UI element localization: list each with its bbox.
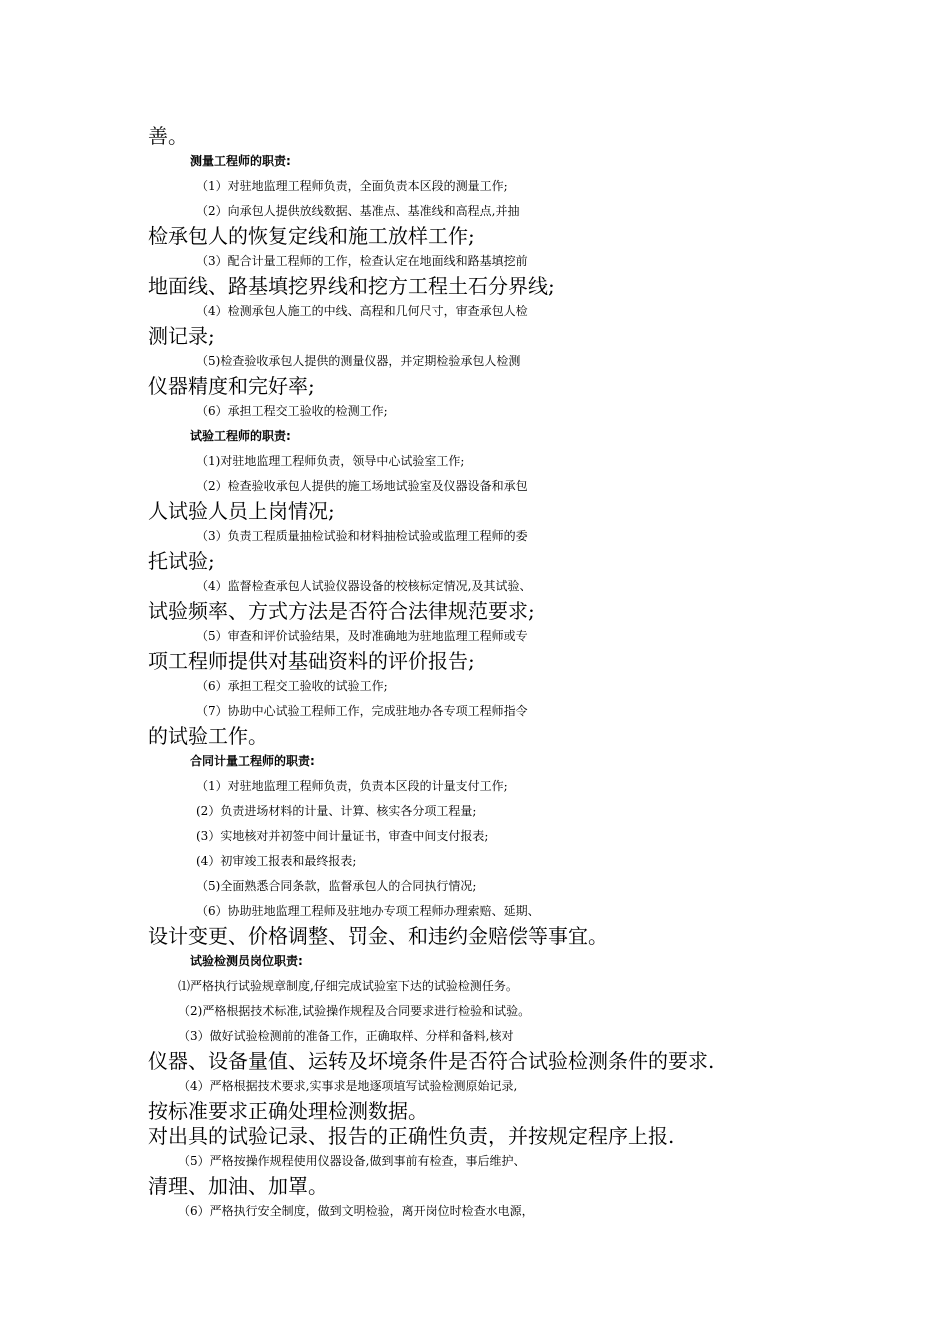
text-line: 按标准要求正确处理检测数据。: [148, 1099, 428, 1123]
text-line: （4）监督检查承包人试验仪器设备的校核标定情况,及其试验、: [196, 579, 532, 593]
section-heading-testing: 试验工程师的职责:: [190, 429, 291, 443]
text-line: （4）检测承包人施工的中线、高程和几何尺寸，审查承包人检: [196, 304, 528, 318]
text-line: （3）负责工程质量抽检试验和材料抽检试验或监理工程师的委: [196, 529, 528, 543]
text-line: 托试验;: [148, 549, 215, 573]
text-line: （1)对驻地监理工程师负责，领导中心试验室工作;: [196, 454, 465, 468]
text-line: （2）向承包人提供放线数据、基准点、基准线和高程点,并抽: [196, 204, 520, 218]
text-line: （6）协助驻地监理工程师及驻地办专项工程师办理索赔、延期、: [196, 904, 540, 918]
text-line: （3）配合计量工程师的工作，检查认定在地面线和路基填挖前: [196, 254, 528, 268]
text-line: 对出具的试验记录、报告的正确性负责，并按规定程序上报.: [148, 1124, 675, 1148]
text-line: （1）对驻地监理工程师负责，负责本区段的计量支付工作;: [196, 779, 508, 793]
text-line: （7）协助中心试验工程师工作，完成驻地办各专项工程师指令: [196, 704, 528, 718]
text-line: （2）检查验收承包人提供的施工场地试验室及仪器设备和承包: [196, 479, 528, 493]
text-line: （2)严格根据技术标准,试验操作规程及合同要求进行检验和试验。: [178, 1004, 531, 1018]
text-line: （6）承担工程交工验收的试验工作;: [196, 679, 388, 693]
text-line: 试验频率、方式方法是否符合法律规范要求;: [148, 599, 535, 623]
text-line: 测记录;: [148, 324, 215, 348]
text-line: 检承包人的恢复定线和施工放样工作;: [148, 224, 475, 248]
text-line: 地面线、路基填挖界线和挖方工程土石分界线;: [148, 274, 555, 298]
text-line: (3）实地核对并初签中间计量证书，审查中间支付报表;: [196, 829, 489, 843]
text-line: ⑴严格执行试验规章制度,仔细完成试验室下达的试验检测任务。: [178, 979, 518, 993]
text-line: （5）严格按操作规程使用仪器设备,做到事前有检查，事后维护、: [178, 1154, 526, 1168]
text-line: 善。: [148, 124, 188, 148]
text-line: （6）承担工程交工验收的检测工作;: [196, 404, 388, 418]
text-line: （5)全面熟悉合同条款，监督承包人的合同执行情况;: [196, 879, 477, 893]
text-line: (2）负责进场材料的计量、计算、核实各分项工程量;: [196, 804, 477, 818]
text-line: 项工程师提供对基础资料的评价报告;: [148, 649, 475, 673]
text-line: （5)检查验收承包人提供的测量仪器，并定期检验承包人检测: [196, 354, 521, 368]
text-line: 人试验人员上岗情况;: [148, 499, 335, 523]
text-line: （4）严格根据技术要求,实事求是地逐项埴写试验检测原始记录,: [178, 1079, 518, 1093]
text-line: 清理、加油、加罩。: [148, 1174, 328, 1198]
text-line: 仪器、设备量值、运转及坏境条件是否符合试验检测条件的要求.: [148, 1049, 715, 1073]
text-line: （5）审查和评价试验结果，及时准确地为驻地监理工程师或专: [196, 629, 528, 643]
text-line: （1）对驻地监理工程师负责，全面负责本区段的测量工作;: [196, 179, 508, 193]
text-line: 仪器精度和完好率;: [148, 374, 315, 398]
text-line: 的试验工作。: [148, 724, 268, 748]
text-line: 设计变更、价格调整、罚金、和违约金赔偿等事宜。: [148, 924, 608, 948]
text-line: （6）严格执行安全制度，做到文明检验，离开岗位时检查水电源，: [178, 1204, 534, 1218]
text-line: (4）初审竣工报表和最终报表;: [196, 854, 357, 868]
section-heading-inspector: 试验检测员岗位职责:: [190, 954, 303, 968]
section-heading-metering: 合同计量工程师的职责:: [190, 754, 315, 768]
text-line: （3）做好试验检测前的准备工作，正确取样、分样和备料,核对: [178, 1029, 514, 1043]
section-heading-surveying: 测量工程师的职责:: [190, 154, 291, 168]
